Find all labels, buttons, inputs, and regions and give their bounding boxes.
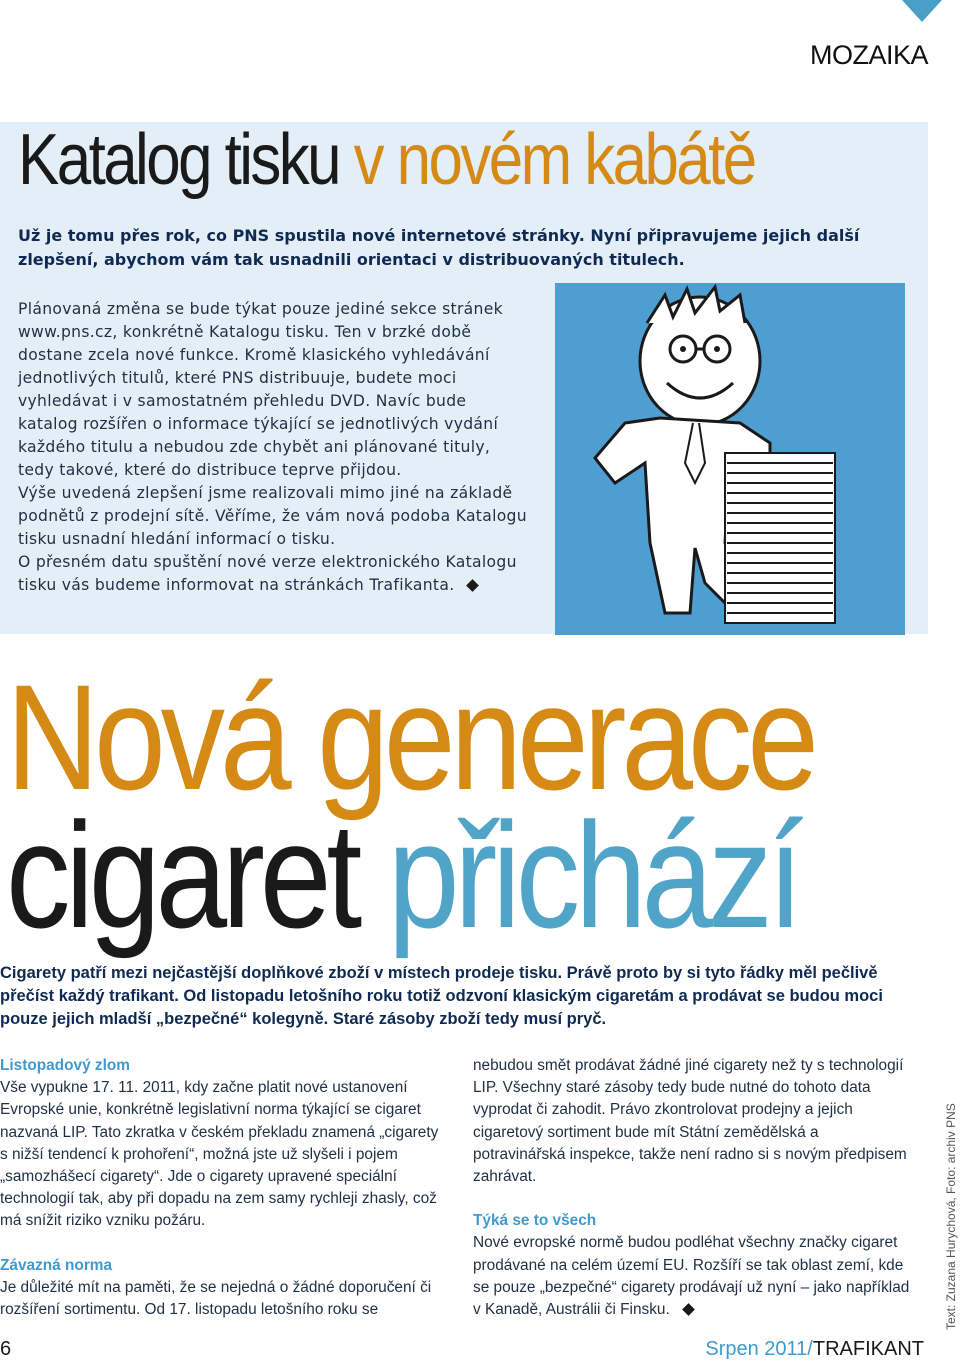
article-body (18, 298, 528, 597)
paragraph: nebudou smět prodávat žádné jiné cigarety než ty s technologií LIP. Všechny staré zásoby tedy bude nutné do tohoto data vyprodat či zahodit. Právo zkontrolovat prodejny a jejich cigaretový sortiment bude mít Státní zemědělská a potravinářská inspekce, takže není radno si s novým předpisem zahrávat. (473, 1057, 907, 1186)
paragraph: Vše vypukne 17. 11. 2011, kdy začne platit nové ustanovení Evropské unie, konkrétně legislativní norma týkající se cigaret nazvaná LIP. Tato zkratka v českém překladu znamená „cigarety s nižší tendencí k prohoření“, možná jste už slyšeli i pojem „samozhášecí cigarety“. Jde o cigarety upravené speciální technologií tak, aby při dopadu na zem samy rychleji zhasly, což má snížit riziko vzniku požáru. (0, 1079, 439, 1230)
page-number: 6 (0, 1338, 12, 1360)
end-mark-icon (467, 579, 480, 592)
illustration-man-with-papers (555, 283, 905, 635)
end-mark-icon (682, 1304, 695, 1317)
title-line-2-accent: přichází (387, 791, 799, 959)
paragraph (18, 551, 528, 597)
article-lead: Cigarety patří mezi nejčastější doplňkové zboží v místech prodeje tisku. Právě proto by si tyto řádky měl pečlivě přečíst každý trafikant. Od listopadu letošního roku totiž odzvoní klasickým cigaretám a prodávat se budou moci pouze jejich mladší „bezpečné“ kolegyně. Staré zásoby zboží tedy musí pryč. (0, 964, 883, 1028)
section-label: MOZAIKA (809, 40, 928, 70)
article-title-large (6, 653, 814, 959)
paragraph: Výše uvedená zlepšení jsme realizovali mimo jiné na základě podnětů z prodejní sítě. Věříme, že vám nová podoba Katalogu tisku usnadní hledání informací o tisku. (18, 484, 527, 548)
paragraph-text: O přesném datu spuštění nové verze elektronického Katalogu tisku vás budeme informovat na stránkách Trafikanta. (18, 553, 517, 594)
illustration-icon (555, 283, 905, 635)
article-title (18, 120, 755, 200)
magazine-name: TRAFIKANT (812, 1338, 924, 1360)
paragraph-text: Nové evropské normě budou podléhat všechny značky cigaret prodávané na celém území EU. Rozšíří se tak oblast zemí, kde se pouze „bezpečné“ cigarety prodávají už nyní – jako například v Kanadě, Austrálii či Finsku. (473, 1234, 910, 1319)
issue-date: Srpen 2011/ (705, 1338, 813, 1360)
photo-credit: Text: Zuzana Hurychová, Foto: archiv PNS (944, 1103, 958, 1330)
subheading: Týká se to všech (473, 1212, 597, 1230)
paragraph (473, 1232, 913, 1321)
title-part-accent: v novém kabátě (353, 120, 755, 200)
article-lead: Už je tomu přes rok, co PNS spustila nové internetové stránky. Nyní připravujeme jejich další zlepšení, abychom vám tak usnadnili orientaci v distribuovaných titulech. (18, 226, 860, 269)
subheading: Listopadový zlom (0, 1057, 130, 1074)
paragraph: Plánovaná změna se bude týkat pouze jediné sekce stránek www.pns.cz, konkrétně Katalogu tisku. Ten v brzké době dostane zcela nové funkce. Kromě klasického vyhledávání jednotlivých titulů, které PNS distribuuje, budete moci vyhledávat i v samostatném přehledu DVD. Navíc bude katalog rozšířen o informace týkající se jednotlivých vydání každého titulu a nebudou zde chybět ani plánované tituly, tedy takové, které do distribuce teprve přijdou. (18, 300, 503, 479)
corner-triangle-icon (902, 0, 942, 22)
paragraph: Je důležité mít na paměti, že se nejedná o žádné doporučení či rozšíření sortimentu. Od 17. listopadu letošního roku se (0, 1278, 432, 1319)
subheading: Závazná norma (0, 1256, 113, 1274)
column-left (0, 1055, 450, 1321)
title-line-1: Nová generace (6, 653, 814, 821)
title-line-2-dark: cigaret (6, 791, 358, 959)
title-part-dark: Katalog tisku (18, 120, 339, 200)
issue-label (705, 1338, 924, 1361)
column-right (473, 1055, 913, 1321)
